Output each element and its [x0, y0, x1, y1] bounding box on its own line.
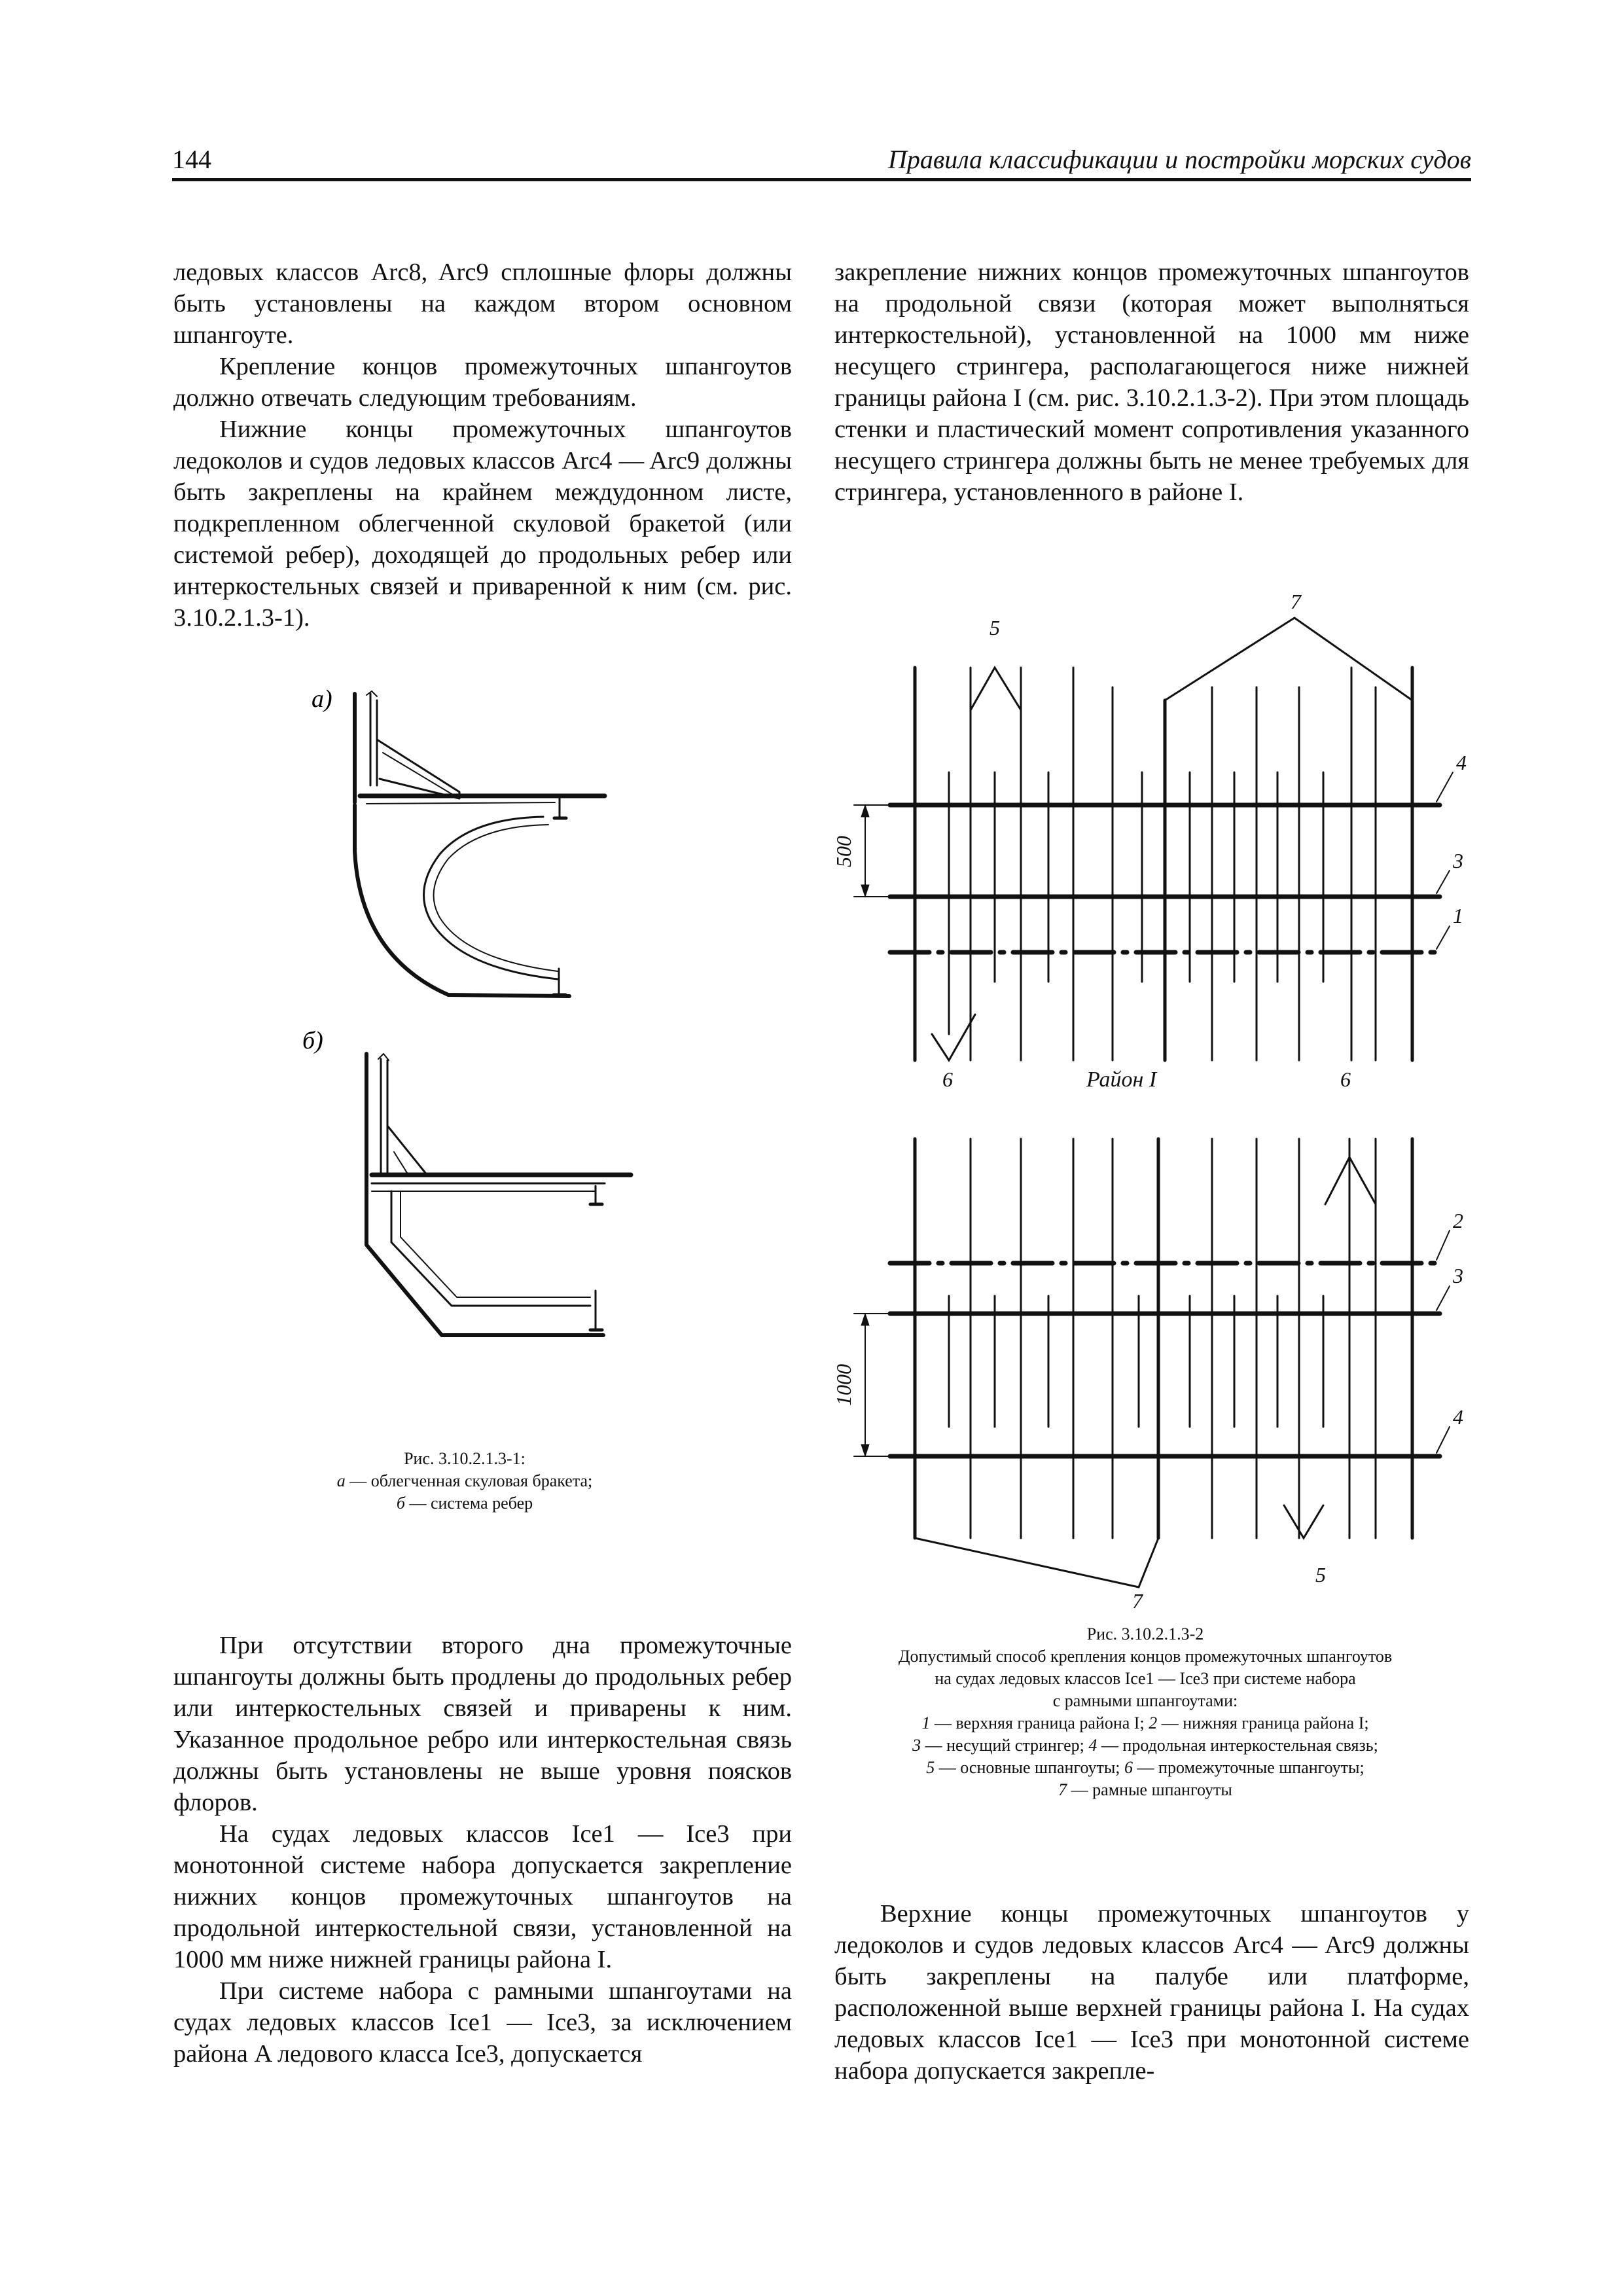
legend-line: 3 — несущий стрингер; 4 — продольная интеркостельная связь;: [912, 1736, 1378, 1755]
label-1: 1: [1453, 904, 1463, 927]
caption-line: на судах ледовых классов Ice1 — Ice3 при системе набора: [935, 1669, 1356, 1688]
caption-title: Рис. 3.10.2.1.3-2: [1086, 1624, 1204, 1643]
label-4: 4: [1453, 1405, 1463, 1429]
paragraph: Нижние концы промежуточных шпангоутов ледоколов и судов ледовых классов Arc4 — Arc9 должны быть закреплены на крайнем междудонном листе, подкрепленном облегченной скуловой бракетой (или системой ребер), доходящей до продольных ребер или интеркостельных связей и приваренной к ним (см. рис. 3.10.2.1.3-1).: [173, 416, 792, 632]
page-header: [172, 144, 1471, 183]
figure-frame-arrangement-diagram: [812, 576, 1479, 1610]
label-3: 3: [1453, 849, 1463, 872]
caption-line: с рамными шпангоутами:: [1052, 1691, 1238, 1710]
page-number: 144: [172, 145, 211, 174]
figure2-caption: [815, 1623, 1476, 1801]
label-7: 7: [1132, 1589, 1143, 1610]
label-2: 2: [1453, 1209, 1463, 1232]
paragraph: При отсутствии второго дна промежуточные шпангоуты должны быть продлены до продольных ребер или интеркостельных связей и приварены к ним. Указанное продольное ребро или интеркостельная связь должны быть установлены не выше уровня поясков флоров.: [173, 1632, 792, 1816]
label-5: 5: [990, 616, 1000, 639]
label-7: 7: [1291, 590, 1301, 613]
label-4: 4: [1456, 751, 1467, 774]
label-3: 3: [1453, 1264, 1463, 1287]
dimension-1000: 1000: [832, 1364, 855, 1406]
legend-line: 1 — верхняя граница района I; 2 — нижняя граница района I;: [921, 1713, 1369, 1732]
legend-line: 7 — рамные шпангоуты: [1058, 1780, 1232, 1799]
paragraph: На судах ледовых классов Ice1 — Ice3 при монотонной системе набора допускается закрепление нижних концов промежуточных шпангоутов на продольной интеркостельной связи, установленной на 1000 мм ниже нижней границы района I.: [173, 1820, 792, 1973]
paragraph: Крепление концов промежуточных шпангоутов должно отвечать следующим требованиям.: [173, 353, 792, 412]
fig1-label-a: а): [312, 685, 332, 713]
label-6: 6: [1340, 1067, 1351, 1091]
legend-line: 5 — основные шпангоуты; 6 — промежуточные шпангоуты;: [926, 1758, 1364, 1777]
paragraph: При системе набора с рамными шпангоутами на судах ледовых классов Ice1 — Ice3, за исключением района A ледового класса Ice3, допускается: [173, 1977, 792, 2068]
figure-bilge-bracket-drawing: [288, 681, 654, 1440]
label-5: 5: [1315, 1563, 1326, 1587]
left-column-top: [173, 257, 792, 634]
figure1-caption: [288, 1448, 641, 1515]
paragraph: ледовых классов Arc8, Arc9 сплошные флоры должны быть установлены на каждом втором основном шпангоуте.: [173, 259, 792, 349]
right-column-top: [834, 257, 1469, 508]
region-label: Район I: [1086, 1067, 1157, 1092]
dimension-500: 500: [832, 836, 855, 867]
left-column-bottom: [173, 1630, 792, 2070]
paragraph: Верхние концы промежуточных шпангоутов у ледоколов и судов ледовых классов Arc4 — Arc9 должны быть закреплены на палубе или платформе, расположенной выше верхней границы района I. На судах ледовых классов Ice1 — Ice3 при монотонной системе набора допускается закрепле-: [834, 1900, 1469, 2085]
caption-title: Рис. 3.10.2.1.3-1:: [404, 1449, 526, 1468]
header-rule: [172, 178, 1471, 181]
right-column-bottom: [834, 1898, 1469, 2087]
caption-item: б — система ребер: [396, 1494, 533, 1513]
paragraph: закрепление нижних концов промежуточных шпангоутов на продольной связи (которая может выполняться интеркостельной), установленной на 1000 мм ниже несущего стрингера, располагающегося ниже нижней границы района I (см. рис. 3.10.2.1.3-2). При этом площадь стенки и пластический момент сопротивления указанного несущего стрингера должны быть не менее требуемых для стрингера, установленного в районе I.: [834, 259, 1469, 506]
running-title: Правила классификации и постройки морских судов: [887, 145, 1471, 174]
caption-line: Допустимый способ крепления концов промежуточных шпангоутов: [898, 1647, 1393, 1666]
caption-item: а — облегченная скуловая бракета;: [336, 1471, 593, 1490]
label-6: 6: [942, 1067, 953, 1091]
fig1-label-b: б): [302, 1027, 323, 1054]
